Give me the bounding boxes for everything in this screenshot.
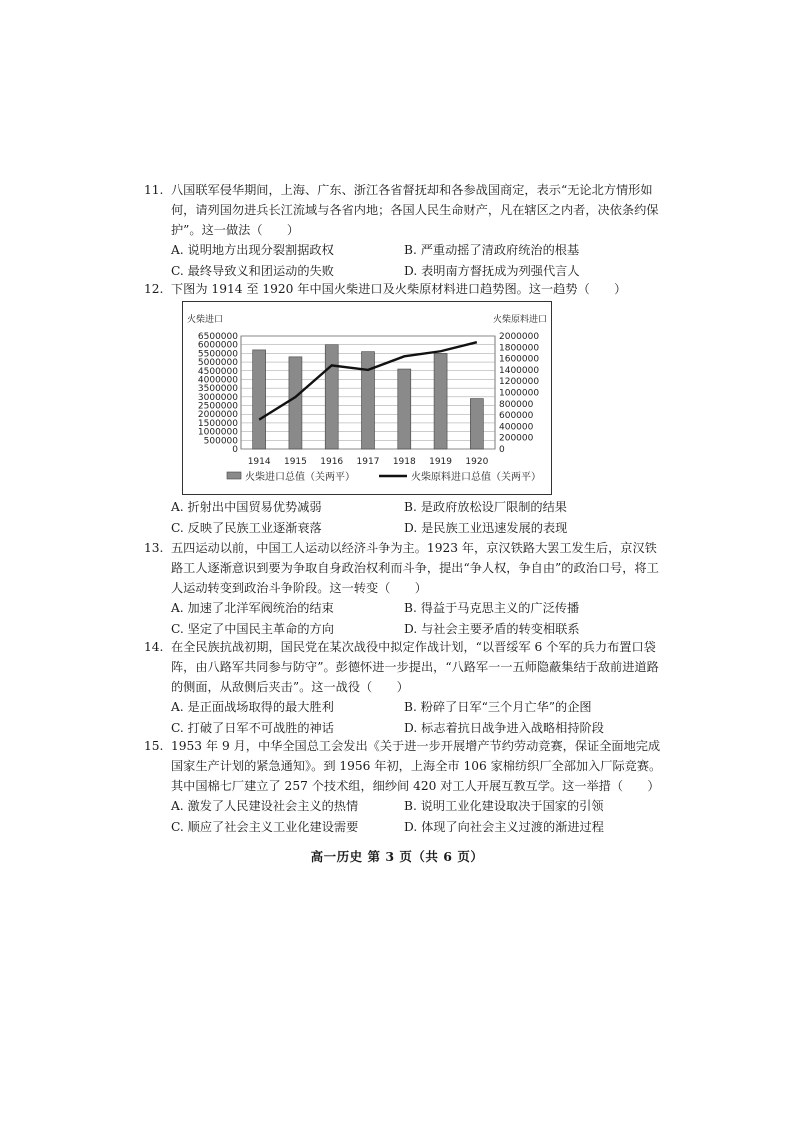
- legend-bar-swatch: [227, 472, 241, 479]
- legend-bar-label: 火柴进口总值（关两平）: [245, 472, 355, 483]
- option-b[interactable]: B. 严重动摇了清政府统治的根基: [404, 243, 580, 257]
- left-tick-label: 2000000: [197, 410, 238, 421]
- left-tick-label: 500000: [203, 436, 238, 447]
- question-stem: 五四运动以前，中国工人运动以经济斗争为主。1923 年，京汉铁路大罢工发生后，京汉铁路工人逐渐意识到要为争取自身政治权利而斗争，提出“争人权，争自由”的政治口号，将工人运动转变到政治斗争阶段。这一转变（ ）: [171, 541, 659, 595]
- right-tick-label: 600000: [499, 411, 534, 422]
- option-c[interactable]: C. 打破了日军不可战胜的神话: [171, 721, 334, 735]
- question-12: [144, 279, 666, 299]
- bar-1917: [362, 352, 375, 449]
- x-tick-label: 1917: [356, 457, 380, 467]
- option-c[interactable]: C. 反映了民族工业逐渐衰落: [171, 521, 322, 535]
- legend-line-label: 火柴原料进口总值（关两平）: [411, 472, 541, 483]
- question-number: 15.: [144, 739, 164, 753]
- right-tick-label: 1400000: [499, 365, 540, 376]
- question-stem: 1953 年 9 月，中华全国总工会发出《关于进一步开展增产节约劳动竞赛，保证全面地完成国家生产计划的紧急通知》。到 1956 年初，上海全市 106 家棉纺织厂全部加入厂际竞赛。其中国棉七厂建立了 257 个技术组，细纱间 420 对工人开展互教互学。这一举措（ ）: [171, 739, 662, 793]
- option-a[interactable]: A. 加速了北洋军阀统治的结束: [171, 601, 334, 615]
- right-tick-label: 1200000: [499, 377, 540, 388]
- option-c[interactable]: C. 最终导致义和团运动的失败: [171, 264, 334, 278]
- left-tick-label: 4000000: [197, 375, 238, 386]
- chart-canvas: [183, 302, 551, 494]
- bar-1920: [470, 399, 483, 449]
- question-number: 13.: [144, 541, 164, 555]
- question-12-options: [144, 497, 666, 539]
- question-stem: 八国联军侵华期间，上海、广东、浙江各省督抚却和各参战国商定，表示“无论北方情形如何，请列国勿进兵长江流域与各省内地；各国人民生命财产，凡在辖区之内者，决依条约保护”。这一做法（ ）: [171, 183, 659, 237]
- options: [171, 240, 666, 282]
- x-tick-label: 1916: [320, 457, 344, 467]
- option-a[interactable]: A. 说明地方出现分裂割据政权: [171, 243, 334, 257]
- options: [171, 497, 666, 539]
- option-b[interactable]: B. 得益于马克思主义的广泛传播: [404, 601, 580, 615]
- x-tick-label: 1915: [283, 457, 307, 467]
- question-number: 12.: [144, 282, 164, 296]
- left-tick-label: 6500000: [197, 332, 238, 342]
- right-tick-label: 0: [499, 445, 505, 455]
- right-tick-label: 400000: [499, 422, 534, 433]
- option-d[interactable]: D. 标志着抗日战争进入战略相持阶段: [404, 721, 604, 735]
- bar-1918: [398, 369, 411, 449]
- option-b[interactable]: B. 粉碎了日军“三个月亡华”的企图: [404, 700, 592, 714]
- left-tick-label: 4500000: [197, 366, 238, 377]
- left-tick-label: 1500000: [197, 418, 238, 429]
- question-stem: 在全民族抗战初期，国民党在某次战役中拟定作战计划，“以晋绥军 6 个军的兵力布置口袋阵，由八路军共同参与防守”。彭德怀进一步提出，“八路军一一五师隐蔽集结于敌前进道路的侧面，从敌侧后夹击”。这一战役（ ）: [171, 640, 659, 694]
- option-c[interactable]: C. 坚定了中国民主革命的方向: [171, 622, 334, 636]
- option-a[interactable]: A. 激发了人民建设社会主义的热情: [171, 799, 359, 813]
- question-15: [144, 736, 666, 838]
- option-b[interactable]: B. 说明工业化建设取决于国家的引领: [404, 799, 604, 813]
- left-tick-label: 3500000: [197, 384, 238, 395]
- left-axis-title: 火柴进口: [187, 315, 224, 325]
- right-tick-label: 1600000: [499, 354, 540, 365]
- right-tick-label: 800000: [499, 399, 534, 410]
- question-14: [144, 637, 666, 739]
- x-tick-label: 1918: [392, 457, 416, 467]
- question-13: [144, 538, 666, 640]
- x-tick-label: 1920: [465, 457, 489, 467]
- option-d[interactable]: D. 表明南方督抚成为列强代言人: [404, 264, 580, 278]
- left-tick-label: 0: [232, 445, 238, 455]
- option-c[interactable]: C. 顺应了社会主义工业化建设需要: [171, 820, 359, 834]
- right-tick-label: 1800000: [499, 343, 540, 354]
- right-axis-title: 火柴原料进口: [492, 315, 547, 325]
- right-tick-label: 2000000: [499, 332, 540, 342]
- question-number: 11.: [144, 183, 164, 197]
- bar-1916: [325, 345, 338, 449]
- left-tick-label: 2500000: [197, 401, 238, 412]
- page-footer: 高一历史 第 3 页（共 6 页）: [310, 849, 484, 864]
- question-11: [144, 180, 666, 282]
- bar-1914: [253, 350, 266, 449]
- option-a[interactable]: A. 折射出中国贸易优势减弱: [171, 500, 322, 514]
- bar-1915: [289, 357, 302, 449]
- options: [171, 598, 666, 640]
- options: [171, 697, 666, 739]
- option-a[interactable]: A. 是正面战场取得的最大胜利: [171, 700, 334, 714]
- option-d[interactable]: D. 体现了向社会主义过渡的渐进过程: [404, 820, 604, 834]
- options: [171, 796, 666, 838]
- left-tick-label: 5000000: [197, 358, 238, 369]
- option-d[interactable]: D. 是民族工业迅速发展的表现: [404, 521, 568, 535]
- left-tick-label: 5500000: [197, 349, 238, 360]
- bar-1919: [434, 353, 447, 449]
- left-tick-label: 3000000: [197, 392, 238, 403]
- question-number: 14.: [144, 640, 164, 654]
- match-import-chart: [182, 301, 552, 495]
- question-stem: 下图为 1914 至 1920 年中国火柴进口及火柴原材料进口趋势图。这一趋势（ ）: [171, 282, 627, 296]
- left-tick-label: 6000000: [197, 340, 238, 351]
- left-tick-label: 1000000: [197, 427, 238, 438]
- x-tick-label: 1914: [247, 457, 271, 467]
- right-tick-label: 1000000: [499, 388, 540, 399]
- option-b[interactable]: B. 是政府放松设厂限制的结果: [404, 500, 567, 514]
- option-d[interactable]: D. 与社会主要矛盾的转变相联系: [404, 622, 580, 636]
- x-tick-label: 1919: [429, 457, 453, 467]
- right-tick-label: 200000: [499, 433, 534, 444]
